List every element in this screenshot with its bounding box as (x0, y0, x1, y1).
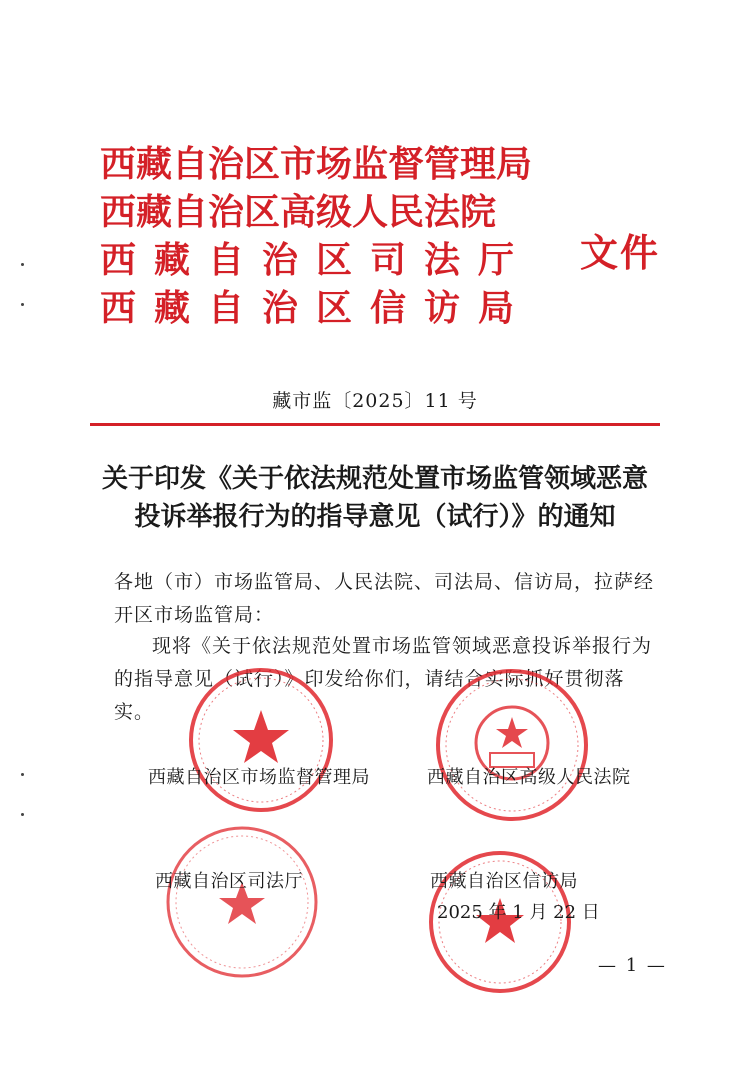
official-seal-justice-department (162, 822, 322, 982)
margin-dot (21, 813, 24, 816)
document-number: 藏市监〔2025〕11 号 (272, 390, 478, 412)
title-line: 关于印发《关于依法规范处置市场监管领域恶意 (101, 464, 648, 494)
issuer-name: 西藏自治区信访局 (100, 287, 533, 329)
official-seal-market-supervision (186, 665, 336, 815)
margin-dot (21, 303, 24, 306)
title-line: 投诉举报行为的指导意见（试行）》的通知 (134, 502, 616, 532)
issuer-name: 西藏自治区高级人民法院 (100, 191, 497, 233)
document-label: 文件 (580, 230, 661, 275)
official-seal-high-court (432, 665, 592, 825)
issuer-name: 西藏自治区市场监督管理局 (100, 143, 533, 185)
red-divider (90, 423, 660, 426)
page-number: — 1 — (598, 955, 667, 976)
margin-dot (21, 773, 24, 776)
signatory-name: 西藏自治区市场监督管理局 (148, 767, 370, 788)
document-title (80, 460, 670, 536)
signatory-name: 西藏自治区信访局 (430, 871, 578, 892)
issuer-name: 西藏自治区司法厅 (100, 239, 533, 281)
issuer-block (100, 140, 540, 332)
issue-date: 2025 年 1 月 22 日 (437, 902, 600, 923)
salutation-paragraph: 各地（市）市场监管局、人民法院、司法局、信访局，拉萨经开区市场监管局： (114, 571, 655, 626)
signatory-name: 西藏自治区高级人民法院 (427, 767, 631, 788)
body-paragraph: 现将《关于依法规范处置市场监管领域恶意投诉举报行为的指导意见（试行）》印发给你们，请结合实际抓好贯彻落实。 (114, 635, 653, 723)
signatory-name: 西藏自治区司法厅 (155, 871, 303, 892)
margin-dot (21, 263, 24, 266)
